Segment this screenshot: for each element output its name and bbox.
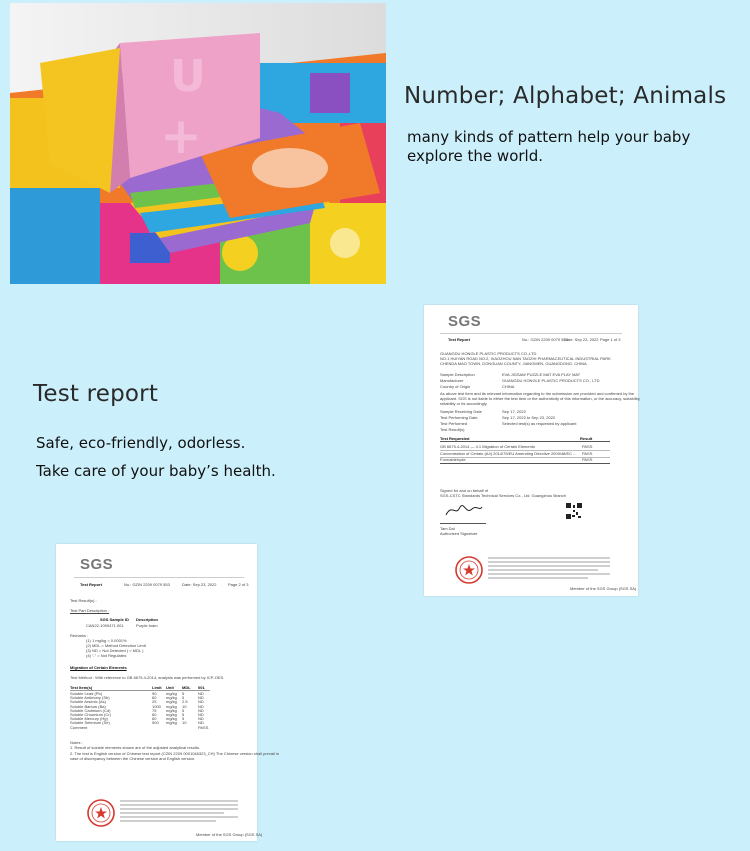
table-cell: 1000 <box>152 703 161 709</box>
table-cell: 5 <box>182 707 185 713</box>
table-header-cell: Unit <box>166 685 174 690</box>
date-value: Sep 17, 2022 <box>502 409 526 414</box>
report-number: No.: GZIN 2209 0079 553 <box>124 582 170 587</box>
note-line: As above test item and its relevant information regarding to the submission are provided and confirmed by the <box>440 391 635 396</box>
remark-line: (4) "-" = Not Regulated <box>86 653 127 658</box>
sample-id-header: SGS Sample ID <box>100 617 129 622</box>
section-title-test-report: Test report <box>33 381 159 407</box>
test-desc-label: Test Part Description : <box>70 608 110 613</box>
report-page: Page 2 of 3 <box>228 582 249 587</box>
table-cell: Soluble Arsenic (As) <box>70 699 107 705</box>
table-cell: 5 <box>182 712 185 717</box>
report-date: Date: Sep 23, 2022 <box>564 337 599 342</box>
table-cell: 10 <box>182 720 187 726</box>
table-cell: mg/kg <box>166 699 177 705</box>
test-report-page-2 <box>56 544 280 841</box>
table-cell: Soluble Lead (Pb) <box>70 691 103 696</box>
qr-code-icon <box>566 503 582 519</box>
table-cell: PASS <box>198 724 209 730</box>
table-cell: mg/kg <box>166 691 177 696</box>
table-cell: 25 <box>152 699 157 705</box>
table-cell: mg/kg <box>166 703 177 709</box>
sample-desc-header: Description <box>136 617 159 622</box>
table-header-cell: Test Item(s) <box>70 685 93 690</box>
result-header-result: Result <box>580 436 593 441</box>
footer-note: Member of the SGS Group (SGS SA) <box>196 832 263 837</box>
table-cell: ND <box>198 703 204 709</box>
signature-graphic <box>444 501 484 519</box>
table-cell: 5 <box>182 695 185 701</box>
table-cell: 60 <box>152 695 157 701</box>
section-text-line-2: explore the world. <box>407 147 543 165</box>
table-cell: mg/kg <box>166 716 177 722</box>
signatory-title: Authorized Signature <box>440 531 478 536</box>
table-cell: Soluble Antimony (Sb) <box>70 695 110 701</box>
table-cell: Comment <box>70 724 88 730</box>
section-text-line-1: many kinds of pattern help your baby <box>407 128 691 146</box>
report-number: No.: GZIN 2209 0079 553 <box>522 337 568 342</box>
table-header-cell: 001 <box>198 685 205 690</box>
test-report-page-1 <box>424 305 641 596</box>
field-value: EVA JIGSAW PUZZLE MAT EVA PLAY MAT <box>502 372 581 377</box>
signed-org: SGS-CSTC Standards Technical Services Co., Ltd. Guangzhou Branch <box>440 493 566 498</box>
section2-text-line-1: Safe, eco-friendly, odorless. <box>36 434 246 452</box>
sgs-seal-stamp <box>454 555 484 585</box>
section-title-patterns: Number; Alphabet; Animals <box>404 83 727 109</box>
field-value: GUANGDU HONGLE PLASTIC PRODUCTS CO., LTD <box>502 378 600 383</box>
table-cell: mg/kg <box>166 707 177 713</box>
applicant-line: CHENDA MAO TOWN, DONGUAN COUNTY, JIANGMEN, GUANGDONG, CHINA <box>440 361 587 366</box>
signatory-name: Tam Dai <box>440 526 455 531</box>
report-heading: Test Report <box>80 582 102 587</box>
table-cell: Soluble Mercury (Hg) <box>70 716 108 722</box>
result-row-value: PASS <box>582 444 593 449</box>
applicant-line: GUANGDU HONGLE PLASTIC PRODUCTS CO.,LTD <box>440 351 537 356</box>
report-page: Page 1 of 3 <box>600 337 621 342</box>
date-label: Test Result(s) <box>440 427 465 432</box>
field-value: CHINA <box>502 384 515 389</box>
notes-line: 1. Result of soluble elements shown are of the adjusted analytical results. <box>70 745 201 750</box>
table-cell: mg/kg <box>166 712 177 717</box>
notes-line: case of discrepancy between the Chinese version and English version. <box>70 756 196 761</box>
date-value: Sep 17, 2022 to Sep 23, 2022 <box>502 415 556 420</box>
table-cell: ND <box>198 712 204 717</box>
report-date: Date: Sep 23, 2022 <box>182 582 217 587</box>
table-cell: mg/kg <box>166 720 177 726</box>
notes-line: Notes : <box>70 740 83 745</box>
date-label: Test Performing Date <box>440 415 478 420</box>
date-value: Selected test(s) as requested by applicant <box>502 421 577 426</box>
table-cell: 5 <box>182 716 185 722</box>
sgs-seal-stamp <box>86 798 116 828</box>
table-cell: Soluble Cadmium (Cd) <box>70 707 111 713</box>
table-cell: 5 <box>182 691 185 696</box>
table-divider <box>70 690 210 691</box>
product-photo-puzzle-mat <box>10 3 386 284</box>
result-row-value: PASS <box>582 457 593 462</box>
field-label: Country of Origin <box>440 384 471 389</box>
remark-line: (2) MDL = Method Detection Limit <box>86 643 146 648</box>
test-method: Test Method : With reference to GB 6675.4-2014, analysis was performed by ICP-OES. <box>70 675 225 680</box>
result-row-test: Concentration of Certain (A4) 2014/75/EU Amending Directive 2009/48/EC ... <box>440 451 577 456</box>
remark-line: (1) 1 mg/kg = 0.0001% <box>86 638 127 643</box>
svg-text:U: U <box>170 51 206 102</box>
note-line: reliability or its accordingly. <box>440 401 488 406</box>
note-line: applicant. SGS is not liable to either the test item or the authenticity of this information, or the accuracy, suitability, <box>440 396 641 401</box>
remark-line: (3) ND = Not Detected ( < MDL ) <box>86 648 144 653</box>
table-cell: ND <box>198 691 204 696</box>
footer-note: Member of the SGS Group (SGS SA) <box>570 586 637 591</box>
svg-text:+: + <box>160 107 202 165</box>
result-row-value: PASS <box>582 451 593 456</box>
table-cell: Soluble Barium (Ba) <box>70 703 106 709</box>
result-header-test: Test Requested <box>440 436 470 441</box>
sample-desc: Purple foam <box>136 623 158 628</box>
remarks-label: Remarks : <box>70 633 89 638</box>
results-label: Test Result(s) : <box>70 598 97 603</box>
sample-id: CAN22-1090471.001 <box>86 623 124 628</box>
table-cell: 90 <box>152 691 157 696</box>
table-cell: Soluble Selenium (Se) <box>70 720 110 726</box>
applicant-line: NO.1 HUIYAN ROAD NO.2, XIAOZHOU NAN TAOZHI PHARMACEUTICAL INDUSTRIAL PARK <box>440 356 611 361</box>
result-row-test: GB 6675.4-2014 — 4.1 Migration of Certain Elements <box>440 444 535 449</box>
notes-line: 2. The test is English version of Chinese test report (CZIN 2209 0001046323_CH) The Chinese version shall prevail in <box>70 751 280 756</box>
report-heading: Test Report <box>448 337 470 342</box>
table-cell: ND <box>198 716 204 722</box>
table-cell: 60 <box>152 712 157 717</box>
signed-for: Signed for and on behalf of <box>440 488 489 493</box>
field-label: Manufacturer <box>440 378 464 383</box>
sgs-logo: SGS <box>448 313 482 330</box>
result-row-test: Formaldehyde <box>440 457 466 462</box>
section2-text-line-2: Take care of your baby’s health. <box>36 462 276 480</box>
table-cell: ND <box>198 720 204 726</box>
table-cell: 60 <box>152 716 157 722</box>
table-cell: ND <box>198 699 204 705</box>
table-cell: Soluble Chromium (Cr) <box>70 712 111 717</box>
date-label: Sample Receiving Date <box>440 409 482 414</box>
table-header-cell: MDL <box>182 685 191 690</box>
table-cell: 2.5 <box>182 699 188 705</box>
table-cell: ND <box>198 695 204 701</box>
date-label: Test Performed <box>440 421 468 426</box>
sgs-logo: SGS <box>80 556 114 573</box>
table-cell: 75 <box>152 707 157 713</box>
section-title: Migration of Certain Elements <box>70 665 127 670</box>
table-cell: 10 <box>182 703 187 709</box>
field-label: Sample Description <box>440 372 475 377</box>
table-cell: ND <box>198 707 204 713</box>
table-header-cell: Limit <box>152 685 162 690</box>
table-cell: mg/kg <box>166 695 177 701</box>
table-cell: 500 <box>152 720 159 726</box>
